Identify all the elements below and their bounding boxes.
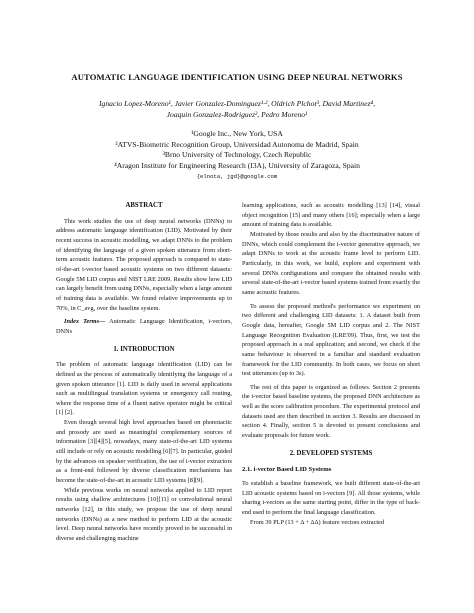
- right-column: [242, 201, 420, 527]
- abstract-heading: ABSTRACT: [125, 202, 163, 209]
- right-paragraph-2: Motivated by those results and also by the discriminative nature of DNNs, which could complement the i-vector generative approach, we adapt DNNs to work at the acoustic frame level to perform LID. Particularly, in this work, we build, explore and experiment with several DNNs configurations and compare the obtained results with several state-of-the-art i-vector based systems trained from exactly the same acoustic features.: [242, 230, 420, 296]
- affiliation-1: ¹Google Inc., New York, USA: [191, 129, 283, 138]
- contact-email: {elnota, jgd}@google.com: [196, 173, 278, 180]
- subsection-2-1-heading: 2.1. i-vector Based LID Systems: [242, 466, 332, 474]
- authors-line-1: Ignacio Lopez-Moreno¹, Javier Gonzalez-Dominguez¹·², Oldrich Plchot³, David Martinez⁴,: [99, 99, 375, 108]
- index-terms: [56, 317, 232, 336]
- right-paragraph-6: From 39 PLP (13 + Δ + ΔΔ) feature vectors extracted: [250, 518, 385, 526]
- paper-title: AUTOMATIC LANGUAGE IDENTIFICATION USING DEEP NEURAL NETWORKS: [71, 72, 403, 82]
- right-paragraph-5: To establish a baseline framework, we built different state-of-the-art LID acoustic systems based on i-vectors [9]. All those systems, while sharing i-vectors as the same starting point, differ in the type of back-end used to perform the final language classification.: [242, 480, 420, 517]
- index-terms-text: Automatic Language Identification, i-vectors, DNNs: [56, 318, 232, 335]
- affiliations: [40, 129, 434, 171]
- right-paragraph-3: To assess the proposed method's performance we experiment on two different and challenging LID datasets: 1. A dataset built from Google data, hereafter, Google 5M LID corpus and 2. The NIST Language Recognition Evaluation (LRE'09). Thus, first, we test the proposed approach in a real application; and second, we check if the same behaviour is observed in a familiar and standard evaluation framework for the LID community. In both cases, we focus on short test utterances (up to 3s).: [242, 302, 420, 378]
- right-paragraph-1: learning applications, such as acoustic modelling [13] [14], visual object recognition [15] and many others [16]; especially when a large amount of training data is available.: [242, 202, 420, 229]
- right-paragraph-4: The rest of this paper is organized as follows. Section 2 presents the i-vector based baseline systems, the proposed DNN architecture as well as the score calibration procedure. The experimental protocol and datasets used are then described in section 3. Results are discussed in section 4. Finally, section 5 is devoted to present conclusions and evaluate proposals for future work.: [242, 383, 420, 440]
- intro-paragraph-3: While previous works on neural networks applied to LID report results using shallow architectures [10][11] or convolutional neural networks [12], in this study, we propose the use of deep neural networks (DNNs) as a new method to perform LID at the acoustic level. Deep neural networks have recently proved to be successful in diverse and challenging machine: [56, 486, 232, 542]
- affiliation-3: ³Brno University of Technology, Czech Republic: [162, 150, 312, 160]
- intro-paragraph-2: Even though several high level approaches based on phonotactic and prosody are used as meaningful complementary sources of information [3][4][5], nowadays, many state-of-the-art LID systems still include or rely on acoustic modelling [6][7]. In particular, guided by the advances on speaker verification, the use of i-vector extractors as a front-end followed by diverse classification mechanisms has become the state-of-the-art in acoustic LID systems [8][9].: [56, 419, 232, 485]
- introduction-heading: 1. INTRODUCTION: [113, 345, 175, 353]
- author-list: [40, 98, 434, 120]
- affiliation-4: ⁴Aragon Institute for Engineering Research (I3A), University of Zaragoza, Spain: [114, 160, 360, 170]
- index-terms-label: Index Terms—: [64, 318, 106, 326]
- intro-paragraph-1: The problem of automatic language identification (LID) can be defined as the process of automatically identifying the language of a given spoken utterance [1]. LID is daily used in several applications such as multilingual translation systems or emergency call routing, where the response time of a fluent native operator might be critical [1] [2].: [56, 361, 232, 417]
- section-2-heading: 2. DEVELOPED SYSTEMS: [289, 449, 373, 457]
- authors-line-2: Joaquin Gonzalez-Rodriguez², Pedro Moreno¹: [166, 110, 308, 120]
- abstract-text: This work studies the use of deep neural networks (DNNs) to address automatic language identification (LID). Motivated by their recent success in acoustic modelling, we adapt DNNs to the problem of identifying the language of a given spoken utterance from short-term acoustic features. The proposed approach is compared to state-of-the-art i-vector based acoustic systems on two different datasets: Google 5M LID corpus and NIST LRE 2009. Results show how LID can largely benefit from using DNNs, especially when a large amount of training data is available. We found relative improvements up to 70%, in C_avg, over the baseline system.: [56, 217, 232, 312]
- left-column: [56, 201, 232, 544]
- affiliation-2: ²ATVS-Biometric Recognition Group, Universidad Autonoma de Madrid, Spain: [115, 139, 359, 149]
